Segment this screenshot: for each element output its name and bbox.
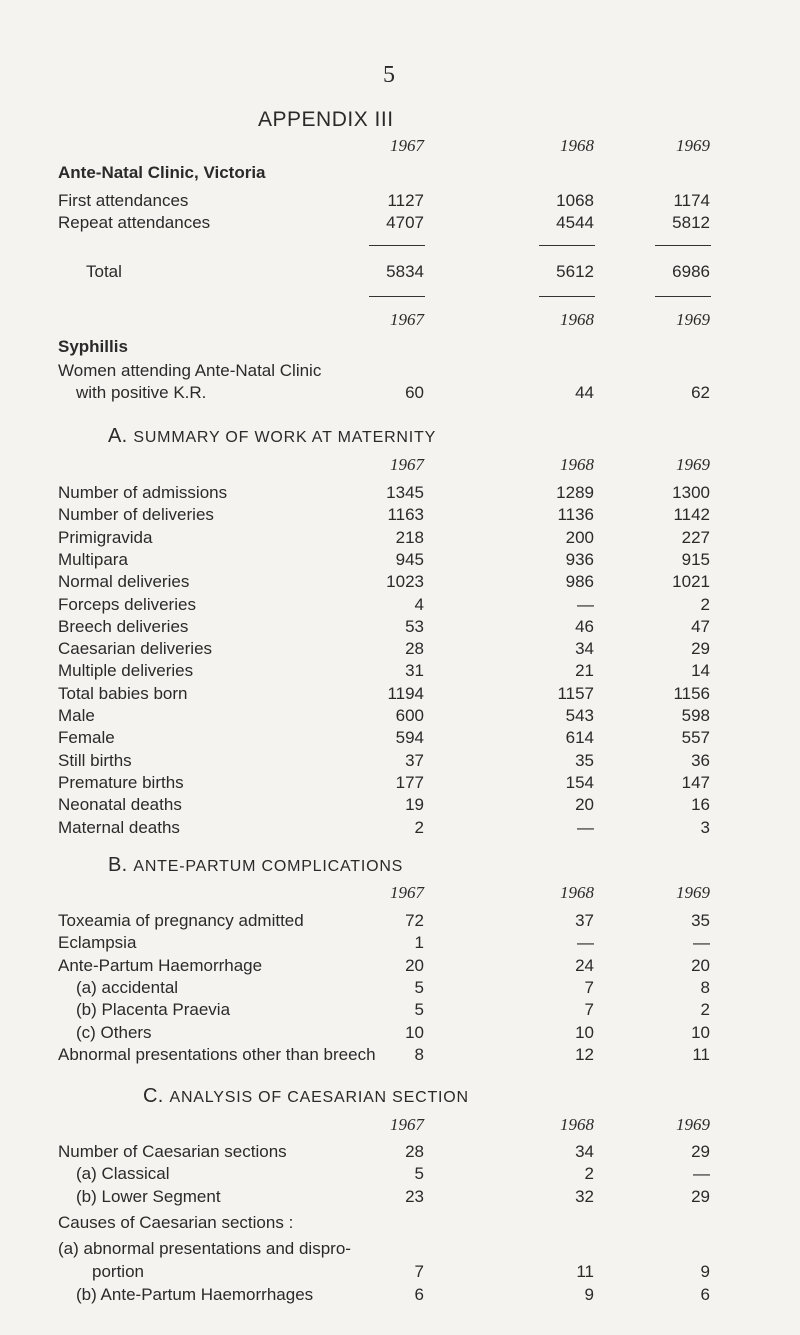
total-label: Total <box>86 262 122 281</box>
row-label: Primigravida <box>58 527 153 547</box>
cell: 20 <box>405 955 424 975</box>
cell: 915 <box>681 549 710 569</box>
row-label: Abnormal presentations other than breech <box>58 1044 376 1064</box>
cell: 1289 <box>556 483 594 502</box>
row-label: with positive K.R. <box>76 383 207 402</box>
cell: 1021 <box>672 572 710 592</box>
cell: 14 <box>691 661 710 681</box>
cell: 62 <box>691 383 710 402</box>
cell: 594 <box>395 728 424 748</box>
row-label: Male <box>58 706 95 725</box>
year-header: 1969 <box>676 1115 710 1134</box>
year-header: 1968 <box>560 883 594 902</box>
sum-rule <box>369 245 425 246</box>
cell: 44 <box>575 383 594 402</box>
cell: 1 <box>414 933 424 953</box>
row-label: portion <box>92 1262 144 1281</box>
year-header: 1967 <box>390 136 424 155</box>
cell: 32 <box>575 1186 594 1206</box>
cell: 7 <box>584 977 594 997</box>
cell: 20 <box>575 795 594 815</box>
cell: 6 <box>414 1285 424 1304</box>
cell: 53 <box>405 616 424 636</box>
total-cell: 6986 <box>672 262 710 281</box>
row-label: Multiple deliveries <box>58 661 194 681</box>
cell: 5812 <box>672 213 710 232</box>
total-rule <box>369 296 425 297</box>
cell: 29 <box>691 639 710 659</box>
row-label: Neonatal deaths <box>58 795 182 815</box>
year-header: 1968 <box>560 1115 594 1134</box>
cell: 600 <box>395 706 424 725</box>
cell: 1136 <box>557 505 594 525</box>
cell: 200 <box>565 527 594 547</box>
section-title: SUMMARY OF WORK AT MATERNITY <box>133 429 437 446</box>
total-cell: 5834 <box>386 262 424 281</box>
cell: 6 <box>700 1285 710 1304</box>
cell: 46 <box>575 616 594 636</box>
cell: 5 <box>414 1000 424 1020</box>
cell: 34 <box>575 1142 594 1161</box>
cell: 72 <box>405 911 424 930</box>
total-rule <box>539 296 595 297</box>
row-label: Ante-Partum Haemorrhage <box>58 955 263 975</box>
row-label: (c) Others <box>76 1022 152 1042</box>
row-label: Repeat attendances <box>58 213 211 232</box>
cell: 11 <box>576 1262 594 1281</box>
year-header: 1967 <box>390 883 424 902</box>
cell: 177 <box>395 772 424 792</box>
cell: 598 <box>681 706 710 725</box>
cell: 5 <box>414 1164 424 1184</box>
cell: 1023 <box>386 572 424 592</box>
section-letter: A. <box>108 425 128 447</box>
cell: 35 <box>691 911 710 930</box>
row-label: First attendances <box>58 191 189 210</box>
cell: 1174 <box>673 191 710 210</box>
year-header: 1969 <box>676 455 710 474</box>
cell: 1194 <box>387 683 424 703</box>
row-label: Women attending Ante-Natal Clinic <box>58 361 322 380</box>
section-b-heading <box>108 854 403 877</box>
cell: 31 <box>405 661 424 681</box>
cell: — <box>577 594 594 614</box>
cell: — <box>693 1164 710 1184</box>
cell: 1127 <box>387 191 424 210</box>
cell: 2 <box>700 1000 710 1020</box>
cell: 37 <box>575 911 594 930</box>
section-a-heading <box>108 425 436 448</box>
sum-rule <box>655 245 711 246</box>
cell: 1163 <box>387 505 424 525</box>
cell: 16 <box>691 795 710 815</box>
row-label: (b) Placenta Praevia <box>76 1000 231 1020</box>
section-title: ANALYSIS OF CAESARIAN SECTION <box>169 1089 469 1106</box>
row-label: Normal deliveries <box>58 572 190 592</box>
cell: 986 <box>565 572 594 592</box>
cell: 11 <box>692 1044 710 1064</box>
causes-heading: Causes of Caesarian sections : <box>58 1213 294 1232</box>
cell: 227 <box>681 527 710 547</box>
cell: 154 <box>565 772 594 792</box>
cell: 2 <box>700 594 710 614</box>
cell: 1142 <box>673 505 710 525</box>
cell: 36 <box>691 750 710 770</box>
cell: 24 <box>575 955 594 975</box>
cell: 19 <box>405 795 424 815</box>
cell: 34 <box>575 639 594 659</box>
cell: 218 <box>395 527 424 547</box>
cell: 8 <box>414 1044 424 1064</box>
cell: 35 <box>575 750 594 770</box>
cell: 4707 <box>386 213 424 232</box>
cell: — <box>577 817 594 837</box>
row-label: (a) accidental <box>76 977 179 997</box>
row-label: Number of deliveries <box>58 505 214 525</box>
cell: 936 <box>565 549 594 569</box>
cell: — <box>577 933 594 953</box>
cell: 20 <box>691 955 710 975</box>
cell: 4 <box>414 594 424 614</box>
cell: 23 <box>405 1186 424 1206</box>
row-label: Multipara <box>58 549 128 569</box>
cell: 4544 <box>556 213 594 232</box>
year-header: 1969 <box>676 136 710 155</box>
year-header: 1967 <box>390 310 424 329</box>
section-letter: C. <box>143 1085 164 1107</box>
cell: 147 <box>681 772 710 792</box>
cell: 37 <box>405 750 424 770</box>
section-letter: B. <box>108 854 128 876</box>
section-title: ANTE-PARTUM COMPLICATIONS <box>133 858 404 875</box>
page-title: APPENDIX III <box>258 108 394 131</box>
year-header: 1969 <box>676 310 710 329</box>
cell: — <box>693 933 710 953</box>
cell: 2 <box>584 1164 594 1184</box>
cell: 12 <box>575 1044 594 1064</box>
row-label: Still births <box>58 750 132 770</box>
cell: 21 <box>575 661 594 681</box>
cell: 28 <box>405 639 424 659</box>
year-header: 1968 <box>560 310 594 329</box>
cell: 1068 <box>556 191 594 210</box>
cell: 7 <box>414 1262 424 1281</box>
row-label: (a) abnormal presentations and dispro- <box>58 1239 351 1258</box>
cell: 945 <box>395 549 424 569</box>
row-label: (a) Classical <box>76 1164 170 1184</box>
row-label: (b) Lower Segment <box>76 1186 221 1206</box>
cell: 1157 <box>557 683 594 703</box>
page-number: 5 <box>383 62 395 88</box>
cell: 10 <box>405 1022 424 1042</box>
total-rule <box>655 296 711 297</box>
sum-rule <box>539 245 595 246</box>
row-label: Total babies born <box>58 683 188 703</box>
cell: 10 <box>691 1022 710 1042</box>
year-header: 1967 <box>390 455 424 474</box>
cell: 1156 <box>673 683 710 703</box>
row-label: Forceps deliveries <box>58 594 196 614</box>
year-header: 1969 <box>676 883 710 902</box>
row-label: Toxeamia of pregnancy admitted <box>58 911 304 930</box>
row-label: Number of Caesarian sections <box>58 1142 287 1161</box>
cell: 8 <box>700 977 710 997</box>
row-label: Female <box>58 728 115 748</box>
year-header: 1968 <box>560 455 594 474</box>
cell: 557 <box>681 728 710 748</box>
cell: 543 <box>565 706 594 725</box>
row-label: Number of admissions <box>58 483 228 502</box>
total-cell: 5612 <box>556 262 594 281</box>
section-c-heading <box>143 1085 469 1108</box>
cell: 47 <box>691 616 710 636</box>
year-header: 1968 <box>560 136 594 155</box>
cell: 7 <box>584 1000 594 1020</box>
cell: 2 <box>414 817 424 837</box>
cell: 60 <box>405 383 424 402</box>
cell: 9 <box>700 1262 710 1281</box>
cell: 29 <box>691 1142 710 1161</box>
row-label: Breech deliveries <box>58 616 189 636</box>
syphilis-heading: Syphillis <box>58 337 128 356</box>
cell: 10 <box>575 1022 594 1042</box>
cell: 1345 <box>386 483 424 502</box>
row-label: (b) Ante-Partum Haemorrhages <box>76 1285 314 1304</box>
row-label: Caesarian deliveries <box>58 639 213 659</box>
year-header: 1967 <box>390 1115 424 1134</box>
cell: 1300 <box>672 483 710 502</box>
cell: 28 <box>405 1142 424 1161</box>
cell: 5 <box>414 977 424 997</box>
row-label: Maternal deaths <box>58 817 180 837</box>
cell: 9 <box>584 1285 594 1304</box>
row-label: Eclampsia <box>58 933 137 953</box>
row-label: Premature births <box>58 772 184 792</box>
cell: 3 <box>700 817 710 837</box>
cell: 614 <box>565 728 594 748</box>
cell: 29 <box>691 1186 710 1206</box>
antenatal-heading: Ante-Natal Clinic, Victoria <box>58 163 266 182</box>
